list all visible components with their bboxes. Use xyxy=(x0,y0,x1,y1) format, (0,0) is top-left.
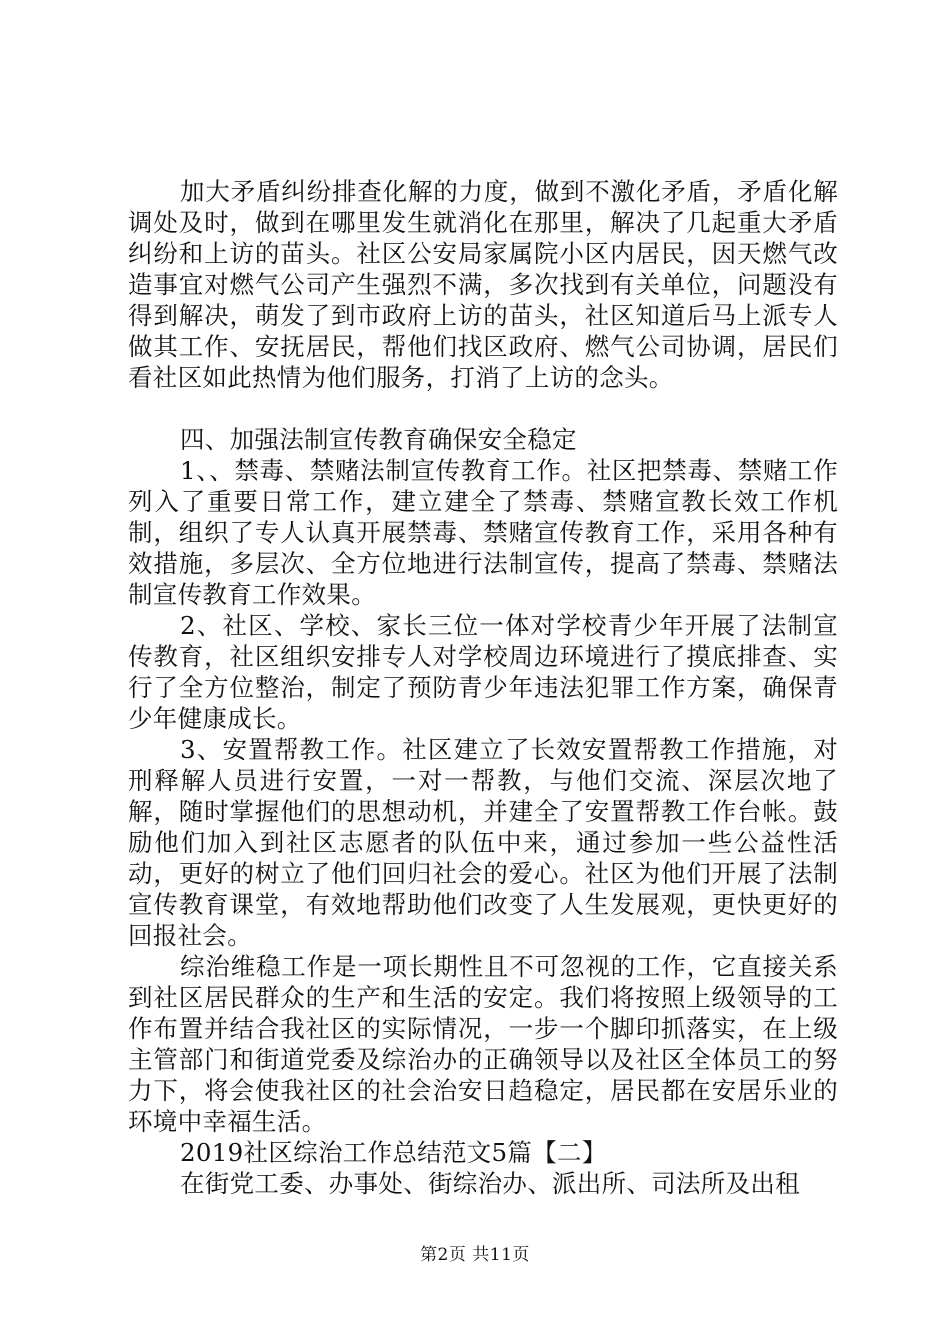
paragraph-dispute-resolution: 加大矛盾纠纷排查化解的力度，做到不激化矛盾，矛盾化解调处及时，做到在哪里发生就消化在那里，解决了几起重大矛盾纠纷和上访的苗头。社区公安局家属院小区内居民，因天燃气改造事宜对燃气公司产生强烈不满，多次找到有关单位，问题没有得到解决，萌发了到市政府上访的苗头，社区知道后马上派专人做其工作、安抚居民，帮他们找区政府、燃气公司协调，居民们看社区如此热情为他们服务，打消了上访的念头。 xyxy=(128,177,838,392)
paragraph-resettlement-assistance: 3、安置帮教工作。社区建立了长效安置帮教工作措施，对刑释解人员进行安置，一对一帮教，与他们交流、深层次地了解，随时掌握他们的思想动机，并建全了安置帮教工作台帐。鼓励他们加入到社区志愿者的队伍中来，通过参加一些公益性活动，更好的树立了他们回归社会的爱心。社区为他们开展了法制宣传教育课堂，有效地帮助他们改变了人生发展观，更快更好的回报社会。 xyxy=(128,735,838,950)
paragraph-youth-education: 2、社区、学校、家长三位一体对学校青少年开展了法制宣传教育，社区组织安排专人对学校周边环境进行了摸底排查、实行了全方位整治，制定了预防青少年违法犯罪工作方案，确保青少年健康成长。 xyxy=(128,611,838,733)
page-number-footer: 第2页 共11页 xyxy=(420,1245,530,1265)
paragraph-anti-drug-gambling: 1、、禁毒、禁赌法制宣传教育工作。社区把禁毒、禁赌工作列入了重要日常工作，建立建全了禁毒、禁赌宣教长效工作机制，组织了专人认真开展禁毒、禁赌宣传教育工作，采用各种有效措施，多层次、全方位地进行法制宣传，提高了禁毒、禁赌法制宣传教育工作效果。 xyxy=(128,456,838,609)
section-title-part-two: 2019社区综治工作总结范文5篇【二】 xyxy=(180,1138,607,1167)
paragraph-conclusion: 综治维稳工作是一项长期性且不可忽视的工作，它直接关系到社区居民群众的生产和生活的安定。我们将按照上级领导的工作布置并结合我社区的实际情况，一步一个脚印抓落实，在上级主管部门和街道党委及综治办的正确领导以及社区全体员工的努力下，将会使我社区的社会治安日趋稳定，居民都在安居乐业的环境中幸福生活。 xyxy=(128,952,838,1136)
section-heading-legal-education: 四、加强法制宣传教育确保安全稳定 xyxy=(180,425,577,454)
paragraph-part-two-intro: 在街党工委、办事处、街综治办、派出所、司法所及出租 xyxy=(180,1169,800,1198)
